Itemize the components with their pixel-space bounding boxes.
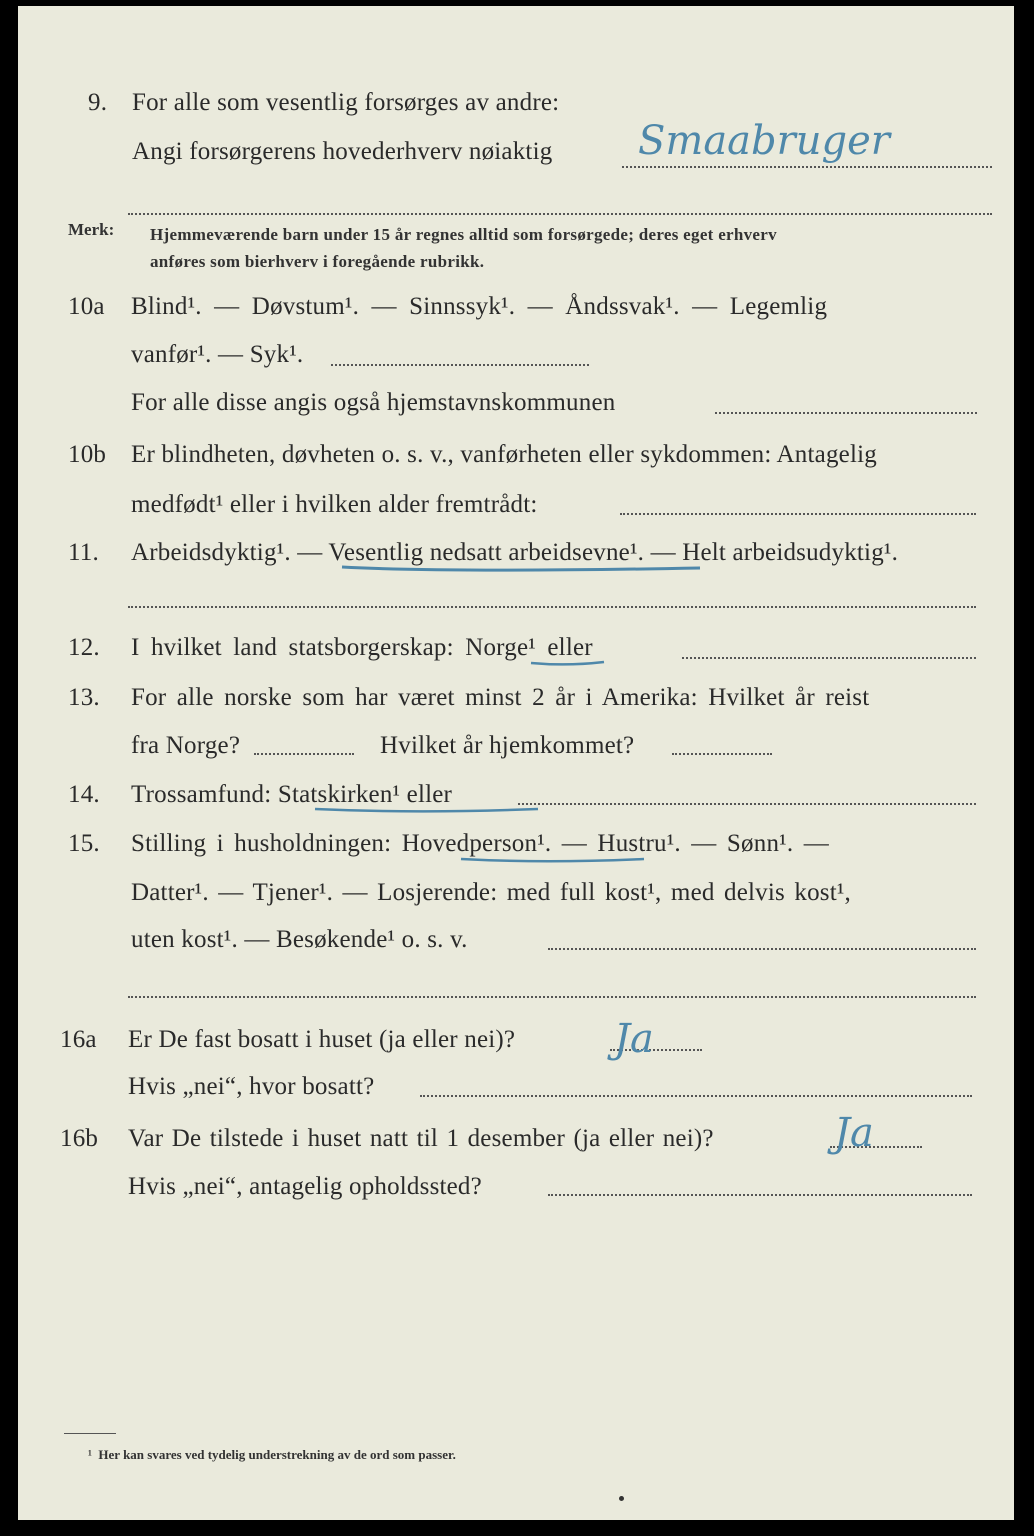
- note-text: Hjemmeværende barn under 15 år regnes alltid som forsørgede; deres eget erhverv: [150, 225, 777, 244]
- handwritten-underline: [338, 559, 708, 575]
- note-label: Merk:: [68, 220, 115, 239]
- answer-line: [715, 412, 977, 414]
- question-text: Trossamfund: Statskirken¹ eller: [131, 781, 453, 808]
- footnote: [88, 1447, 456, 1463]
- answer-line: [128, 213, 992, 215]
- answer-line: [331, 364, 589, 366]
- answer-line: [254, 753, 354, 755]
- question-number: 11.: [68, 539, 99, 566]
- answer-line: [682, 657, 976, 659]
- answer-line: [128, 996, 976, 998]
- handwritten-answer: Smaabruger: [638, 118, 890, 164]
- question-text: For alle norske som har været minst 2 år i Amerika: Hvilket år reist: [131, 684, 870, 711]
- question-number: 15.: [68, 830, 100, 857]
- handwritten-underline: [312, 803, 542, 817]
- question-number: 12.: [68, 634, 100, 661]
- footnote-mark: ¹: [88, 1447, 92, 1462]
- question-text: Datter¹. — Tjener¹. — Losjerende: med full kost¹, med delvis kost¹,: [131, 879, 851, 906]
- question-text: Blind¹. — Døvstum¹. — Sinnssyk¹. — Åndssvak¹. — Legemlig: [131, 293, 828, 320]
- answer-line: [672, 753, 772, 755]
- question-text: Var De tilstede i huset natt til 1 desember (ja eller nei)?: [128, 1125, 714, 1152]
- answer-line: [548, 948, 976, 950]
- handwritten-underline: [528, 656, 608, 670]
- census-form-page: [18, 6, 1014, 1520]
- question-text: fra Norge?: [131, 732, 241, 759]
- question-text: medfødt¹ eller i hvilken alder fremtrådt:: [131, 491, 538, 518]
- handwritten-answer: Ja: [614, 1016, 654, 1062]
- question-number: 13.: [68, 684, 100, 711]
- handwritten-underline: [458, 852, 648, 866]
- question-text: Er De fast bosatt i huset (ja eller nei)?: [128, 1026, 516, 1053]
- question-text: Stilling i husholdningen: Hovedperson¹. — Hustru¹. — Sønn¹. —: [131, 830, 829, 857]
- question-text: uten kost¹. — Besøkende¹ o. s. v.: [131, 926, 468, 953]
- ink-dot: [619, 1496, 624, 1501]
- footnote-separator: [64, 1433, 116, 1434]
- question-text: I hvilket land statsborgerskap: Norge¹ eller: [131, 634, 593, 661]
- question-text: For alle som vesentlig forsørges av andre:: [132, 89, 560, 116]
- handwritten-answer: Ja: [834, 1110, 874, 1156]
- answer-line: [128, 606, 976, 608]
- question-text: Er blindheten, døvheten o. s. v., vanførheten eller sykdommen: Antagelig: [131, 441, 877, 468]
- question-text: Hvilket år hjemkommet?: [380, 732, 635, 759]
- question-number: 10b: [68, 441, 107, 468]
- question-text: Angi forsørgerens hovederhverv nøiaktig: [132, 138, 553, 165]
- question-text: vanfør¹. — Syk¹.: [131, 341, 304, 368]
- answer-line: [620, 513, 976, 515]
- question-text: For alle disse angis også hjemstavnskommunen: [131, 389, 616, 416]
- question-number: 9.: [88, 89, 108, 116]
- question-text: Hvis „nei“, antagelig opholdssted?: [128, 1173, 482, 1200]
- question-text: Hvis „nei“, hvor bosatt?: [128, 1073, 375, 1100]
- answer-line: [548, 1194, 972, 1196]
- question-number: 16a: [60, 1026, 97, 1053]
- footnote-text: Her kan svares ved tydelig understrekning av de ord som passer.: [98, 1447, 456, 1462]
- answer-line: [518, 803, 976, 805]
- answer-line: [622, 166, 992, 168]
- question-number: 10a: [68, 293, 105, 320]
- answer-line: [420, 1095, 972, 1097]
- question-number: 14.: [68, 781, 100, 808]
- question-number: 16b: [60, 1125, 99, 1152]
- question-text: Arbeidsdyktig¹. — Vesentlig nedsatt arbeidsevne¹. — Helt arbeidsudyktig¹.: [131, 539, 899, 566]
- note-text: anføres som bierhverv i foregående rubrikk.: [150, 252, 485, 271]
